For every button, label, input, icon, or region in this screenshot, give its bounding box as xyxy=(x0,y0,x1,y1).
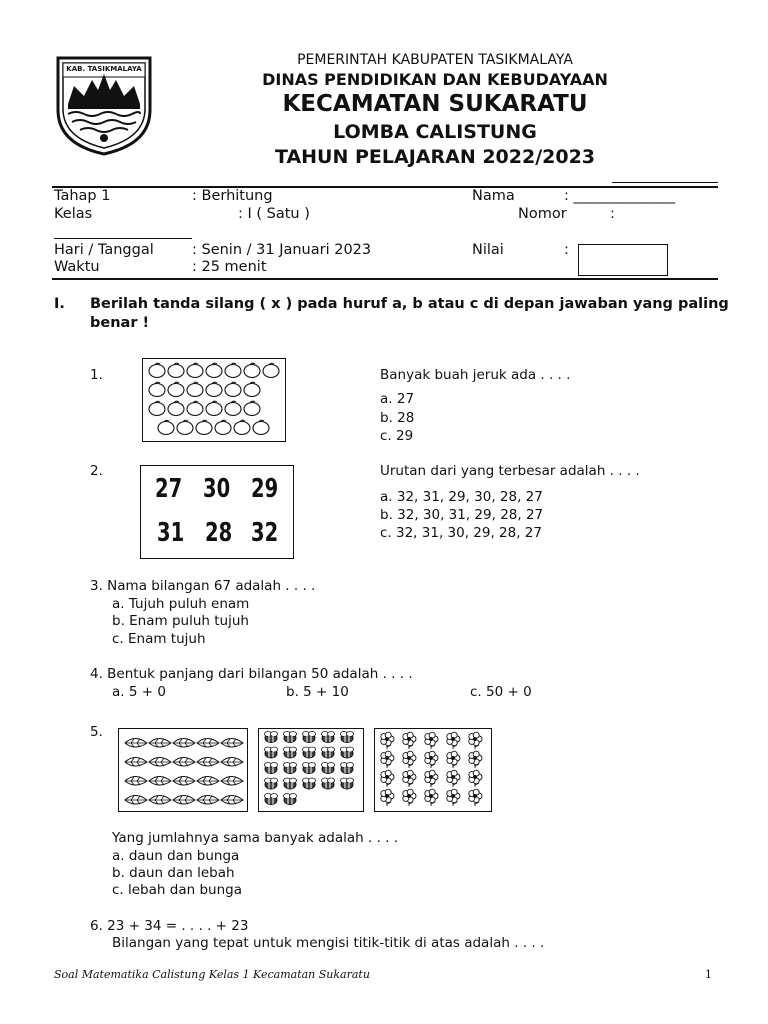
header-school-year: TAHUN PELAJARAN 2022/2023 xyxy=(274,146,596,168)
q6-question: 6. 23 + 34 = . . . . + 23 xyxy=(90,918,249,934)
bee-icon xyxy=(322,747,335,758)
leaf-icon xyxy=(197,777,219,786)
orange-fruit-icons xyxy=(143,359,285,441)
bee-icon xyxy=(322,763,335,774)
bee-icon xyxy=(341,778,354,789)
waktu-label: Waktu xyxy=(54,259,100,275)
nomor-field[interactable]: : xyxy=(610,206,615,222)
orange-icon xyxy=(206,401,222,415)
flower-icon xyxy=(381,789,394,806)
q5-option-b[interactable]: b. daun dan lebah xyxy=(112,865,235,881)
orange-icon xyxy=(196,420,212,434)
kelas-label: Kelas xyxy=(54,206,93,222)
q4-question: 4. Bentuk panjang dari bilangan 50 adalah . . . . xyxy=(90,666,413,682)
orange-icon xyxy=(206,363,222,377)
leaf-icon xyxy=(149,758,171,767)
hari-value: : Senin / 31 Januari 2023 xyxy=(192,242,372,258)
flower-icon xyxy=(425,770,438,787)
q2-number-1: 27 xyxy=(155,474,183,504)
bee-icon xyxy=(322,732,335,743)
flower-icon xyxy=(469,789,482,806)
q2-question: Urutan dari yang terbesar adalah . . . . xyxy=(380,463,640,479)
section-instruction-line1: Berilah tanda silang ( x ) pada huruf a, b atau c di depan jawaban yang paling xyxy=(90,296,729,312)
orange-icon xyxy=(244,401,260,415)
q4-option-b[interactable]: b. 5 + 10 xyxy=(286,684,349,700)
bee-icon xyxy=(265,763,278,774)
bee-icon xyxy=(284,794,297,805)
nama-label: Nama xyxy=(472,188,515,204)
orange-icon xyxy=(187,363,203,377)
bee-icons xyxy=(259,729,363,811)
flower-icon xyxy=(403,789,416,806)
q2-number-2: 30 xyxy=(203,474,231,504)
q2-number-4: 31 xyxy=(157,518,185,548)
bee-icon xyxy=(341,747,354,758)
orange-icon xyxy=(149,401,165,415)
q5-leaves-image xyxy=(118,728,248,812)
flower-icon xyxy=(403,732,416,749)
q2-number-6: 32 xyxy=(251,518,279,548)
q5-question: Yang jumlahnya sama banyak adalah . . . . xyxy=(112,830,399,846)
leaf-icon xyxy=(221,739,243,748)
leaf-icon xyxy=(149,739,171,748)
q5-flowers-image xyxy=(374,728,492,812)
tahap-label: Tahap 1 xyxy=(54,188,111,204)
leaf-icons xyxy=(119,729,247,811)
orange-icon xyxy=(225,382,241,396)
flower-icon xyxy=(425,732,438,749)
leaf-icon xyxy=(197,796,219,805)
q2-option-c[interactable]: c. 32, 31, 30, 29, 28, 27 xyxy=(380,525,542,541)
leaf-icon xyxy=(197,758,219,767)
footer-text: Soal Matematika Calistung Kelas 1 Kecamatan Sukaratu xyxy=(54,968,370,981)
leaf-icon xyxy=(221,758,243,767)
orange-icon xyxy=(149,382,165,396)
bee-icon xyxy=(265,794,278,805)
waktu-value: : 25 menit xyxy=(192,259,267,275)
q3-option-c[interactable]: c. Enam tujuh xyxy=(112,631,206,647)
header-competition: LOMBA CALISTUNG xyxy=(333,121,537,143)
orange-icon xyxy=(149,363,165,377)
q2-number: 2. xyxy=(90,463,103,479)
leaf-icon xyxy=(149,777,171,786)
flower-icon xyxy=(447,751,460,768)
header-district: KECAMATAN SUKARATU xyxy=(282,91,588,117)
bee-icon xyxy=(341,763,354,774)
flower-icon xyxy=(469,770,482,787)
q2-option-b[interactable]: b. 32, 30, 31, 29, 28, 27 xyxy=(380,507,544,523)
bee-icon xyxy=(265,732,278,743)
info-underline xyxy=(54,238,192,239)
leaf-icon xyxy=(125,739,147,748)
nilai-label: Nilai xyxy=(472,242,504,258)
orange-icon xyxy=(168,401,184,415)
orange-icon xyxy=(206,382,222,396)
orange-icon xyxy=(177,420,193,434)
q1-question: Banyak buah jeruk ada . . . . xyxy=(380,367,571,383)
kelas-value: : I ( Satu ) xyxy=(238,206,310,222)
q5-option-c[interactable]: c. lebah dan bunga xyxy=(112,882,242,898)
nama-field[interactable]: : ______________ xyxy=(564,188,675,204)
q2-numbers-card xyxy=(140,465,294,559)
q1-option-c[interactable]: c. 29 xyxy=(380,428,414,444)
regency-logo xyxy=(54,52,154,156)
leaf-icon xyxy=(221,777,243,786)
leaf-icon xyxy=(149,796,171,805)
nomor-label: Nomor xyxy=(518,206,567,222)
q2-number-3: 29 xyxy=(251,474,279,504)
header-government: PEMERINTAH KABUPATEN TASIKMALAYA xyxy=(297,52,573,68)
section-instruction-line2: benar ! xyxy=(90,315,150,331)
bee-icon xyxy=(284,763,297,774)
flower-icon xyxy=(469,732,482,749)
section-number: I. xyxy=(54,296,65,312)
q3-option-b[interactable]: b. Enam puluh tujuh xyxy=(112,613,249,629)
bee-icon xyxy=(265,778,278,789)
orange-icon xyxy=(187,401,203,415)
bee-icon xyxy=(322,778,335,789)
orange-icon xyxy=(234,420,250,434)
header-department: DINAS PENDIDIKAN DAN KEBUDAYAAN xyxy=(262,70,608,89)
leaf-icon xyxy=(125,796,147,805)
q5-number: 5. xyxy=(90,724,103,740)
flower-icon xyxy=(447,732,460,749)
flower-icon xyxy=(447,789,460,806)
orange-icon xyxy=(168,363,184,377)
flower-icon xyxy=(469,751,482,768)
bee-icon xyxy=(303,732,316,743)
logo-label: KAB. TASIKMALAYA xyxy=(66,65,142,73)
orange-icon xyxy=(187,382,203,396)
q3-option-a[interactable]: a. Tujuh puluh enam xyxy=(112,596,250,612)
info-divider xyxy=(52,278,718,280)
orange-icon xyxy=(215,420,231,434)
flower-icon xyxy=(403,770,416,787)
nilai-colon: : xyxy=(564,242,569,258)
leaf-icon xyxy=(173,739,195,748)
flower-icon xyxy=(403,751,416,768)
q1-option-b[interactable]: b. 28 xyxy=(380,410,415,426)
bee-icon xyxy=(284,747,297,758)
orange-icon xyxy=(168,382,184,396)
flower-icon xyxy=(447,770,460,787)
hari-label: Hari / Tanggal xyxy=(54,242,154,258)
q1-oranges-image xyxy=(142,358,286,442)
leaf-icon xyxy=(173,777,195,786)
flower-icon xyxy=(381,770,394,787)
nilai-score-box[interactable] xyxy=(578,244,668,276)
orange-icon xyxy=(225,401,241,415)
bee-icon xyxy=(284,778,297,789)
leaf-icon xyxy=(221,796,243,805)
q6-instruction: Bilangan yang tepat untuk mengisi titik-titik di atas adalah . . . . xyxy=(112,935,545,951)
leaf-icon xyxy=(173,796,195,805)
q4-option-c[interactable]: c. 50 + 0 xyxy=(470,684,532,700)
orange-icon xyxy=(225,363,241,377)
orange-icon xyxy=(253,420,269,434)
q1-option-a[interactable]: a. 27 xyxy=(380,391,415,407)
leaf-icon xyxy=(197,739,219,748)
flower-icons xyxy=(375,729,491,811)
flower-icon xyxy=(425,751,438,768)
flower-icon xyxy=(381,751,394,768)
q5-option-a[interactable]: a. daun dan bunga xyxy=(112,848,240,864)
leaf-icon xyxy=(125,758,147,767)
leaf-icon xyxy=(125,777,147,786)
bee-icon xyxy=(303,747,316,758)
header-divider-short xyxy=(612,182,718,183)
leaf-icon xyxy=(173,758,195,767)
flower-icon xyxy=(425,789,438,806)
q3-question: 3. Nama bilangan 67 adalah . . . . xyxy=(90,578,316,594)
page-number: 1 xyxy=(705,968,712,981)
q1-number: 1. xyxy=(90,367,103,383)
q5-bees-image xyxy=(258,728,364,812)
bee-icon xyxy=(265,747,278,758)
flower-icon xyxy=(381,732,394,749)
tahap-value: : Berhitung xyxy=(192,188,273,204)
bee-icon xyxy=(284,732,297,743)
bee-icon xyxy=(303,778,316,789)
q2-option-a[interactable]: a. 32, 31, 29, 30, 28, 27 xyxy=(380,489,543,505)
orange-icon xyxy=(244,363,260,377)
orange-icon xyxy=(263,363,279,377)
orange-icon xyxy=(158,420,174,434)
q2-number-5: 28 xyxy=(205,518,233,548)
bee-icon xyxy=(303,763,316,774)
orange-icon xyxy=(244,382,260,396)
q4-option-a[interactable]: a. 5 + 0 xyxy=(112,684,166,700)
bee-icon xyxy=(341,732,354,743)
